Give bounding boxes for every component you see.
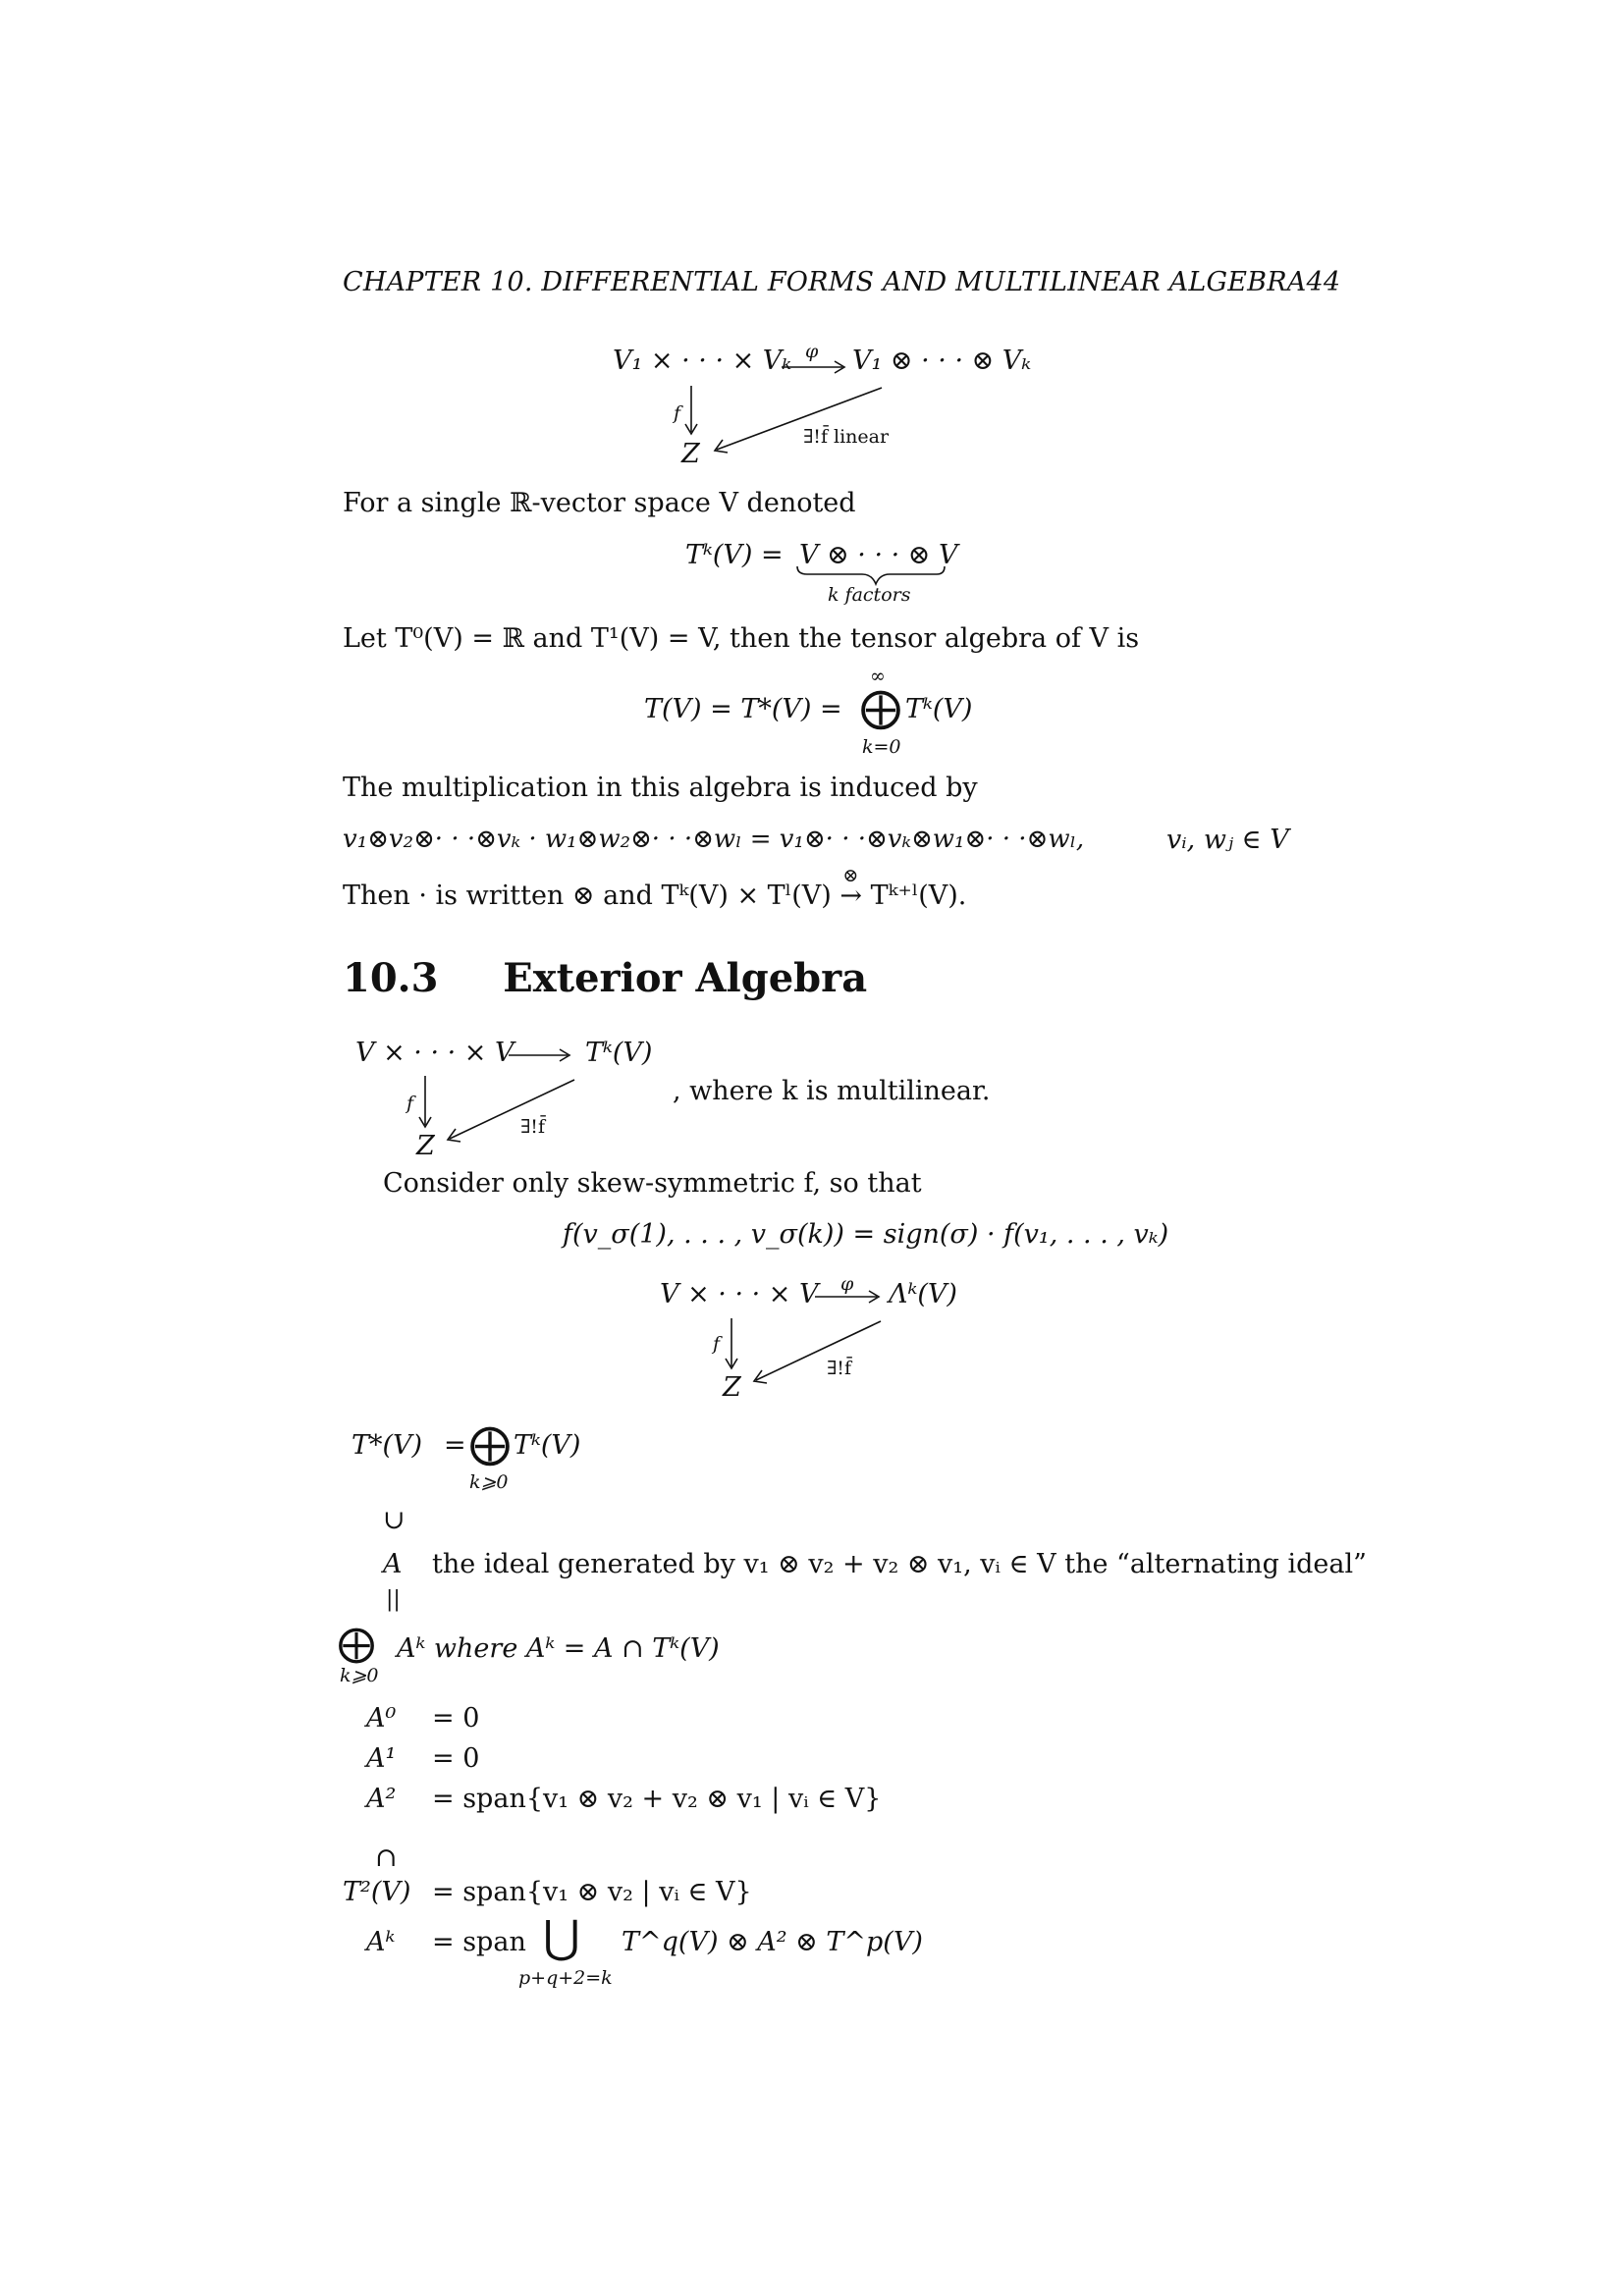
tensor-algebra-sum-bottom: k=0 bbox=[862, 736, 901, 758]
diagram2-diag-label: ∃!f̄ bbox=[520, 1116, 545, 1138]
align-row-0-rhs: = 0 bbox=[432, 1703, 480, 1734]
diagram2-down-label: f bbox=[406, 1093, 414, 1114]
chapter-title: CHAPTER 10. DIFFERENTIAL FORMS AND MULTILINEAR ALGEBRA bbox=[343, 267, 1307, 297]
ideal-a-symbol: A bbox=[383, 1549, 403, 1579]
diagram1-top-left: V₁ × · · · × Vₖ bbox=[613, 346, 792, 376]
tensor-arrow-label: ⊗ bbox=[842, 865, 859, 886]
diagram2-bottom: Z bbox=[416, 1131, 435, 1161]
tensor-arrow-symbol: → bbox=[839, 881, 862, 911]
paragraph-tensor-algebra: Let T⁰(V) = ℝ and T¹(V) = V, then the tensor algebra of V is bbox=[343, 623, 1140, 654]
align-row-2-rhs: = span{v₁ ⊗ v₂ + v₂ ⊗ v₁ | vᵢ ∈ V} bbox=[432, 1784, 882, 1814]
diagram1-bottom: Z bbox=[681, 439, 700, 469]
diagram3-top-right: Λᵏ(V) bbox=[889, 1279, 957, 1309]
diagram1-diag-label: ∃!f̄ linear bbox=[803, 426, 890, 448]
intersection-symbol: ∩ bbox=[375, 1842, 398, 1873]
multiplication-condition: vᵢ, wⱼ ∈ V bbox=[1166, 825, 1289, 855]
align-row-1-lhs: A¹ bbox=[366, 1743, 397, 1774]
tensor-power-rhs: V ⊗ · · · ⊗ V bbox=[799, 540, 958, 570]
diagram3-diagonal-arrow bbox=[756, 1321, 881, 1380]
direct-sum-symbol: ⨁ bbox=[469, 1419, 511, 1468]
paragraph-skew-symmetric: Consider only skew-symmetric f, so that bbox=[383, 1168, 922, 1199]
diagram2-side-text: , where k is multilinear. bbox=[673, 1076, 991, 1106]
diagram3-diag-label: ∃!f̄ bbox=[827, 1358, 851, 1379]
align-row-0-lhs: A⁰ bbox=[366, 1703, 397, 1734]
t2-row-lhs: T²(V) bbox=[343, 1877, 411, 1907]
ak-where-text: Aᵏ where Aᵏ = A ∩ Tᵏ(V) bbox=[397, 1633, 720, 1664]
paragraph-multiplication: The multiplication in this algebra is induced by bbox=[343, 773, 978, 803]
direct-sum-rhs: Tᵏ(V) bbox=[514, 1430, 581, 1461]
paragraph-vector-space: For a single ℝ-vector space V denoted bbox=[343, 488, 856, 518]
ak-row-rhs-post: T^q(V) ⊗ A² ⊗ T^p(V) bbox=[622, 1927, 923, 1957]
ak-row-rhs-pre: = span bbox=[432, 1927, 526, 1957]
diagram3-arrow-label: φ bbox=[840, 1273, 854, 1295]
diagram2-diagonal-arrow bbox=[450, 1080, 574, 1139]
page-number: 44 bbox=[1306, 267, 1341, 297]
section-heading bbox=[343, 955, 867, 1001]
big-union-bottom: p+q+2=k bbox=[518, 1967, 613, 1989]
diagram1-diagonal-arrow bbox=[717, 388, 882, 450]
tensor-algebra-rhs: Tᵏ(V) bbox=[905, 694, 973, 724]
written-as-tail: Tᵏ⁺ˡ(V). bbox=[862, 881, 967, 911]
skew-symmetric-equation: f(v_σ(1), . . . , v_σ(k)) = sign(σ) · f(v₁, . . . , vₖ) bbox=[563, 1219, 1169, 1250]
t2-row-rhs: = span{v₁ ⊗ v₂ | vᵢ ∈ V} bbox=[432, 1877, 752, 1907]
tensor-arrow bbox=[839, 865, 862, 911]
tensor-algebra-sum-symbol: ⨁ bbox=[860, 683, 901, 731]
diagram1-top-right: V₁ ⊗ · · · ⊗ Vₖ bbox=[852, 346, 1032, 376]
diagram2-top-right: Tᵏ(V) bbox=[585, 1038, 653, 1068]
align-row-2-lhs: A² bbox=[366, 1784, 397, 1814]
diagram2-top-left: V × · · · × V bbox=[355, 1038, 514, 1068]
equals-vertical-symbol: || bbox=[386, 1587, 401, 1612]
oplus-symbol: ⨁ bbox=[338, 1622, 375, 1665]
big-union-symbol: ⋃ bbox=[543, 1910, 580, 1963]
diagram1-down-label: f bbox=[674, 402, 681, 424]
oplus-bottom: k⩾0 bbox=[340, 1665, 379, 1686]
tensor-algebra-lhs: T(V) = T*(V) = bbox=[644, 694, 842, 724]
align-row-1-rhs: = 0 bbox=[432, 1743, 480, 1774]
paragraph-written-as bbox=[343, 865, 967, 911]
ideal-description: the ideal generated by v₁ ⊗ v₂ + v₂ ⊗ v₁, vᵢ ∈ V the “alternating ideal” bbox=[432, 1549, 1367, 1579]
diagram3-down-label: f bbox=[713, 1333, 721, 1355]
diagram3-bottom: Z bbox=[723, 1372, 741, 1403]
tensor-power-lhs: Tᵏ(V) = bbox=[685, 540, 784, 570]
t-star-equals: = bbox=[444, 1430, 466, 1461]
tensor-power-under: k factors bbox=[828, 584, 911, 606]
direct-sum-bottom: k⩾0 bbox=[469, 1471, 509, 1493]
diagram1-arrow-label: φ bbox=[805, 341, 819, 362]
section-title: Exterior Algebra bbox=[503, 955, 868, 1001]
ak-row-lhs: Aᵏ bbox=[366, 1927, 396, 1957]
tensor-algebra-sum-top: ∞ bbox=[870, 666, 886, 687]
diagram3-top-left: V × · · · × V bbox=[660, 1279, 819, 1309]
t-star-symbol: T*(V) bbox=[352, 1430, 423, 1461]
written-as-text: Then · is written ⊗ and Tᵏ(V) × Tˡ(V) bbox=[343, 881, 840, 911]
multiplication-equation: v₁⊗v₂⊗· · ·⊗vₖ · w₁⊗w₂⊗· · ·⊗wₗ = v₁⊗· · ·⊗vₖ⊗w₁⊗· · ·⊗wₗ, bbox=[343, 825, 1085, 854]
section-number: 10.3 bbox=[343, 955, 439, 1001]
diagram1-arrows bbox=[685, 361, 882, 453]
subset-symbol: ∪ bbox=[383, 1505, 406, 1535]
